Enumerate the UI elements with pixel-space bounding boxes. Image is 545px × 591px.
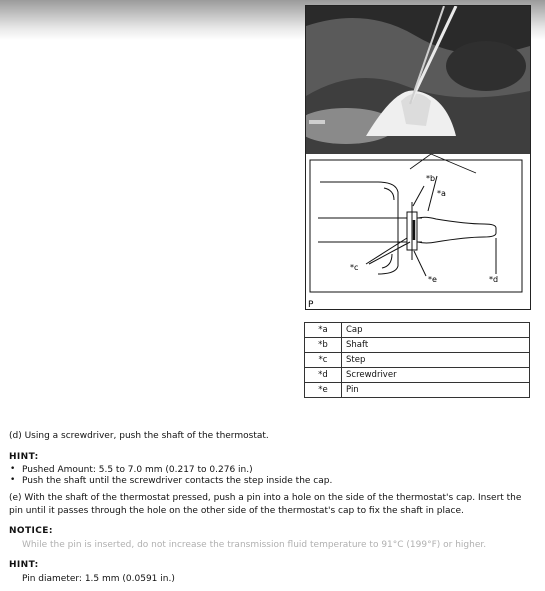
callout-e: *e <box>428 275 437 284</box>
callout-a: *a <box>437 189 446 198</box>
legend-row <box>305 323 530 338</box>
step-d: (d) Using a screwdriver, push the shaft of the thermostat. <box>9 431 269 441</box>
legend-label: Cap <box>342 323 530 338</box>
callout-c: *c <box>350 263 359 272</box>
legend-key: *b <box>305 338 342 353</box>
step-e: (e) With the shaft of the thermostat pressed, push a pin into a hole on the side of the thermostat's cap. Insert the pin until it passes through the hole on the other side of the thermostat's cap to fix the shaft in place. <box>9 493 522 516</box>
legend-table <box>304 322 530 398</box>
thermostat-illustration <box>305 5 531 310</box>
callout-d: *d <box>489 275 499 284</box>
legend-label: Pin <box>342 383 530 398</box>
list-item: • Push the shaft until the screwdriver contacts the step inside the cap. <box>10 476 332 487</box>
legend-key: *d <box>305 368 342 383</box>
legend-key: *e <box>305 383 342 398</box>
legend-label: Shaft <box>342 338 530 353</box>
notice-text: While the pin is inserted, do not increase the transmission fluid temperature to 91°C (199°F) or higher. <box>22 540 487 550</box>
notice-title: NOTICE: <box>9 526 53 536</box>
hint-title: HINT: <box>9 452 39 462</box>
legend-label: Step <box>342 353 530 368</box>
hint-list <box>10 465 332 487</box>
legend-row <box>305 338 530 353</box>
pin-diameter-text: Pin diameter: 1.5 mm (0.0591 in.) <box>22 574 175 584</box>
legend-key: *c <box>305 353 342 368</box>
list-item: • Pushed Amount: 5.5 to 7.0 mm (0.217 to 0.276 in.) <box>10 465 332 476</box>
legend-row <box>305 353 530 368</box>
hint-title: HINT: <box>9 560 39 570</box>
legend-row <box>305 368 530 383</box>
legend-label: Screwdriver <box>342 368 530 383</box>
callout-b: *b <box>426 174 436 183</box>
figure-code: P <box>308 300 314 309</box>
legend-key: *a <box>305 323 342 338</box>
legend-row <box>305 383 530 398</box>
